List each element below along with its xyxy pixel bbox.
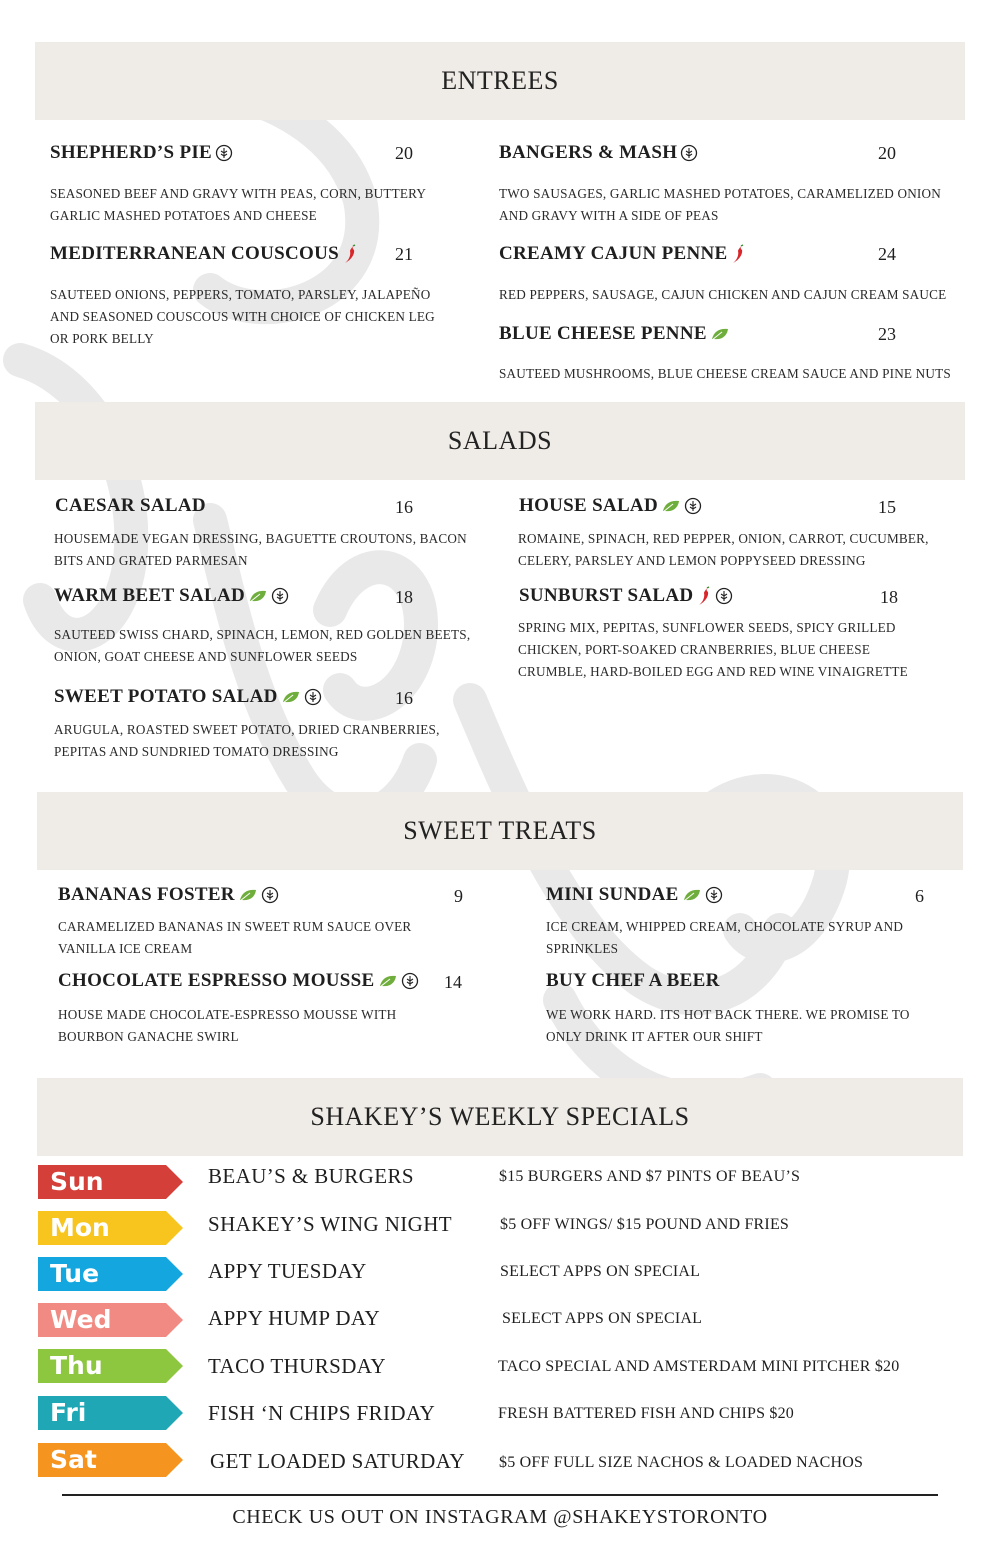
special-description: $15 BURGERS AND $7 PINTS OF BEAU’S bbox=[499, 1168, 801, 1185]
day-tag-tue: Tue bbox=[38, 1257, 183, 1291]
day-tag-fri: Fri bbox=[38, 1396, 183, 1430]
menu-item-price: 18 bbox=[880, 587, 898, 607]
menu-item-price: 15 bbox=[878, 497, 896, 517]
menu-item-description: ARUGULA, ROASTED SWEET POTATO, DRIED CRANBERRIES, PEPITAS AND SUNDRIED TOMATO DRESSING bbox=[54, 722, 440, 759]
gluten-free-icon bbox=[680, 144, 698, 162]
special-name: BEAU’S & BURGERS bbox=[208, 1164, 414, 1188]
menu-item-price: 9 bbox=[454, 886, 463, 906]
instagram-footer: CHECK US OUT ON INSTAGRAM @SHAKEYSTORONTO bbox=[232, 1506, 768, 1528]
menu-item-name: SHEPHERD’S PIE bbox=[50, 142, 233, 164]
menu-item-description: SPRING MIX, PEPITAS, SUNFLOWER SEEDS, SPICY GRILLED CHICKEN, PORT-SOAKED CRANBERRIES, BLUE CHEESE CRUMBLE, HARD-BOILED EGG AND RED WINE VINAIGRETTE bbox=[518, 620, 908, 679]
menu-item-name: SUNBURST SALAD bbox=[519, 585, 733, 607]
special-name: GET LOADED SATURDAY bbox=[210, 1449, 465, 1473]
vegetarian-leaf-icon bbox=[378, 973, 398, 989]
vegetarian-leaf-icon bbox=[281, 689, 301, 705]
menu-item-name: MEDITERRANEAN COUSCOUS bbox=[50, 243, 358, 265]
menu-item-description: ICE CREAM, WHIPPED CREAM, CHOCOLATE SYRUP AND SPRINKLES bbox=[546, 919, 904, 956]
special-description: SELECT APPS ON SPECIAL bbox=[502, 1310, 703, 1327]
menu-item-name: CAESAR SALAD bbox=[55, 495, 206, 516]
menu-item-description: ROMAINE, SPINACH, RED PEPPER, ONION, CARROT, CUCUMBER, CELERY, PARSLEY AND LEMON POPPYSEED DRESSING bbox=[518, 531, 929, 568]
gluten-free-icon bbox=[715, 587, 733, 605]
menu-item-price: 18 bbox=[395, 587, 413, 607]
sweet-treats-heading: SWEET TREATS bbox=[403, 816, 597, 845]
day-tag-wed: Wed bbox=[38, 1303, 183, 1337]
menu-item-name: CHOCOLATE ESPRESSO MOUSSE bbox=[58, 970, 419, 992]
weekly-specials-heading-band bbox=[37, 1078, 963, 1156]
menu-item-price: 20 bbox=[878, 143, 896, 163]
special-description: SELECT APPS ON SPECIAL bbox=[500, 1263, 701, 1280]
menu-item-name: BANANAS FOSTER bbox=[58, 884, 279, 906]
special-description: $5 OFF FULL SIZE NACHOS & LOADED NACHOS bbox=[499, 1454, 864, 1471]
gluten-free-icon bbox=[215, 144, 233, 162]
gluten-free-icon bbox=[271, 587, 289, 605]
chili-icon bbox=[730, 244, 746, 264]
menu-item-price: 16 bbox=[395, 688, 413, 708]
entrees-heading: ENTREES bbox=[441, 66, 559, 95]
menu-item-price: 20 bbox=[395, 143, 413, 163]
day-tag-sun: Sun bbox=[38, 1165, 183, 1199]
vegetarian-leaf-icon bbox=[248, 588, 268, 604]
salads-heading-band bbox=[35, 402, 965, 480]
gluten-free-icon bbox=[401, 972, 419, 990]
day-tag-sat: Sat bbox=[38, 1443, 183, 1477]
menu-item-description: RED PEPPERS, SAUSAGE, CAJUN CHICKEN AND CAJUN CREAM SAUCE bbox=[499, 287, 947, 302]
menu-item-description: TWO SAUSAGES, GARLIC MASHED POTATOES, CARAMELIZED ONION AND GRAVY WITH A SIDE OF PEAS bbox=[499, 186, 941, 223]
gluten-free-icon bbox=[705, 886, 723, 904]
gluten-free-icon bbox=[684, 497, 702, 515]
menu-item-name: MINI SUNDAE bbox=[546, 884, 723, 906]
special-description: FRESH BATTERED FISH AND CHIPS $20 bbox=[498, 1405, 794, 1422]
menu-item-price: 21 bbox=[395, 244, 413, 264]
menu-item-name: BUY CHEF A BEER bbox=[546, 970, 720, 991]
day-tag-mon: Mon bbox=[38, 1211, 183, 1245]
vegetarian-leaf-icon bbox=[238, 887, 258, 903]
menu-item-description: CARAMELIZED BANANAS IN SWEET RUM SAUCE OVER VANILLA ICE CREAM bbox=[58, 919, 412, 956]
menu-item-name: WARM BEET SALAD bbox=[54, 585, 289, 607]
menu-item-description: HOUSE MADE CHOCOLATE-ESPRESSO MOUSSE WITH BOURBON GANACHE SWIRL bbox=[58, 1007, 397, 1044]
gluten-free-icon bbox=[304, 688, 322, 706]
vegetarian-leaf-icon bbox=[661, 498, 681, 514]
menu-item-description: HOUSEMADE VEGAN DRESSING, BAGUETTE CROUTONS, BACON BITS AND GRATED PARMESAN bbox=[54, 531, 467, 568]
vegetarian-leaf-icon bbox=[682, 887, 702, 903]
menu-item-description: SEASONED BEEF AND GRAVY WITH PEAS, CORN, BUTTERY GARLIC MASHED POTATOES AND CHEESE bbox=[50, 186, 426, 223]
day-tag-thu: Thu bbox=[38, 1349, 183, 1383]
weekly-specials-heading: SHAKEY’S WEEKLY SPECIALS bbox=[310, 1102, 690, 1131]
menu-item-price: 16 bbox=[395, 497, 413, 517]
menu-item-description: WE WORK HARD. ITS HOT BACK THERE. WE PROMISE TO ONLY DRINK IT AFTER OUR SHIFT bbox=[546, 1007, 910, 1044]
special-name: TACO THURSDAY bbox=[208, 1354, 386, 1378]
special-name: APPY TUESDAY bbox=[208, 1259, 367, 1283]
entrees-heading-band bbox=[35, 42, 965, 120]
special-description: TACO SPECIAL AND AMSTERDAM MINI PITCHER $20 bbox=[498, 1358, 900, 1375]
special-name: APPY HUMP DAY bbox=[208, 1306, 381, 1330]
menu-item-name: CREAMY CAJUN PENNE bbox=[499, 243, 746, 265]
menu-item-description: SAUTEED SWISS CHARD, SPINACH, LEMON, RED GOLDEN BEETS, ONION, GOAT CHEESE AND SUNFLOWER SEEDS bbox=[54, 627, 471, 664]
menu-item-description: SAUTEED MUSHROOMS, BLUE CHEESE CREAM SAUCE AND PINE NUTS bbox=[499, 366, 951, 381]
menu-item-name: BLUE CHEESE PENNE bbox=[499, 323, 730, 345]
menu-item-price: 24 bbox=[878, 244, 896, 264]
special-name: SHAKEY’S WING NIGHT bbox=[208, 1212, 453, 1236]
menu-item-name: HOUSE SALAD bbox=[519, 495, 702, 517]
gluten-free-icon bbox=[261, 886, 279, 904]
sweet-treats-heading-band bbox=[37, 792, 963, 870]
menu-item-price: 23 bbox=[878, 324, 896, 344]
menu-item-description: SAUTEED ONIONS, PEPPERS, TOMATO, PARSLEY, JALAPEÑO AND SEASONED COUSCOUS WITH CHOICE OF CHICKEN LEG OR PORK BELLY bbox=[50, 287, 435, 346]
footer-divider bbox=[62, 1494, 938, 1496]
menu-item-price: 14 bbox=[444, 972, 462, 992]
vegetarian-leaf-icon bbox=[710, 326, 730, 342]
salads-heading: SALADS bbox=[447, 426, 553, 455]
menu-item-price: 6 bbox=[915, 886, 924, 906]
special-description: $5 OFF WINGS/ $15 POUND AND FRIES bbox=[500, 1216, 790, 1233]
chili-icon bbox=[696, 586, 712, 606]
chili-icon bbox=[342, 244, 358, 264]
menu-item-name: SWEET POTATO SALAD bbox=[54, 686, 322, 708]
menu-item-name: BANGERS & MASH bbox=[499, 142, 698, 164]
special-name: FISH ‘N CHIPS FRIDAY bbox=[208, 1401, 436, 1425]
